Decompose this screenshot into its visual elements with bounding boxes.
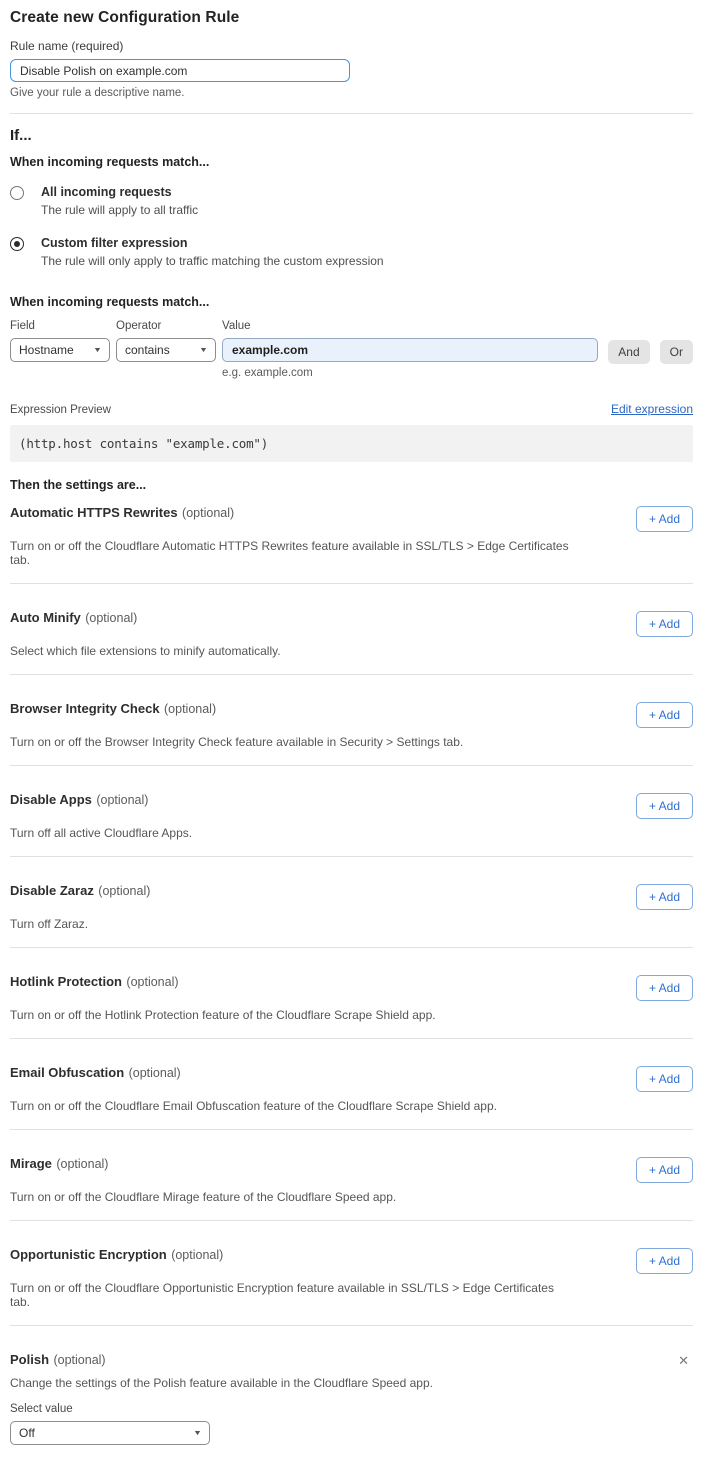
setting-description: Turn on or off the Cloudflare Mirage feature of the Cloudflare Speed app. [10, 1190, 397, 1204]
polish-select-value: Off [19, 1426, 35, 1440]
add-setting-button[interactable]: + Add [636, 793, 693, 819]
setting-optional-label: (optional) [128, 1066, 181, 1080]
rule-name-help: Give your rule a descriptive name. [10, 87, 185, 99]
setting-description: Turn on or off the Cloudflare Email Obfuscation feature of the Cloudflare Scrape Shield app. [10, 1099, 497, 1113]
rule-name-label: Rule name (required) [10, 39, 124, 53]
page-title: Create new Configuration Rule [10, 9, 240, 26]
setting-section-polish [10, 1326, 693, 1461]
add-setting-button[interactable]: + Add [636, 1248, 693, 1274]
setting-optional-label: (optional) [56, 1157, 109, 1171]
setting-section [10, 857, 693, 948]
setting-section [10, 766, 693, 857]
field-select-value: Hostname [19, 343, 74, 357]
setting-name: Disable Zaraz [10, 883, 94, 898]
setting-name: Disable Apps [10, 792, 92, 807]
select-value-label: Select value [10, 1403, 73, 1415]
value-input[interactable] [222, 338, 598, 362]
section-divider [10, 113, 693, 114]
setting-name: Polish [10, 1352, 50, 1367]
rule-name-input[interactable] [10, 59, 350, 82]
radio-selected-icon[interactable] [10, 237, 24, 251]
setting-description: Change the settings of the Polish feature available in the Cloudflare Speed app. [10, 1376, 433, 1390]
field-label: Field [10, 320, 35, 332]
setting-description: Turn off Zaraz. [10, 917, 89, 931]
chevron-down-icon: ▼ [199, 346, 209, 354]
and-button[interactable]: And [608, 340, 649, 364]
add-setting-button[interactable]: + Add [636, 1066, 693, 1092]
add-setting-button[interactable]: + Add [636, 506, 693, 532]
expression-builder-row [10, 320, 693, 379]
setting-optional-label: (optional) [85, 611, 138, 625]
add-setting-button[interactable]: + Add [636, 1157, 693, 1183]
then-settings-heading: Then the settings are... [10, 478, 147, 492]
setting-description: Select which file extensions to minify automatically. [10, 644, 281, 658]
setting-description: Turn on or off the Cloudflare Opportunistic Encryption feature available in SSL/TLS > Edge Certificates tab. [10, 1281, 554, 1309]
settings-list [10, 492, 693, 1326]
setting-description: Turn on or off the Cloudflare Automatic HTTPS Rewrites feature available in SSL/TLS > Edge Certificates tab. [10, 539, 569, 567]
chevron-down-icon: ▼ [193, 1429, 203, 1437]
add-setting-button[interactable]: + Add [636, 611, 693, 637]
radio-label: Custom filter expression [41, 236, 188, 250]
setting-name: Email Obfuscation [10, 1065, 125, 1080]
setting-optional-label: (optional) [171, 1248, 224, 1262]
operator-select-value: contains [125, 343, 170, 357]
setting-name: Automatic HTTPS Rewrites [10, 505, 178, 520]
setting-description: Turn on or off the Browser Integrity Check feature available in Security > Settings tab. [10, 735, 464, 749]
value-help: e.g. example.com [222, 367, 313, 379]
setting-section [10, 948, 693, 1039]
radio-label: All incoming requests [41, 185, 172, 199]
setting-optional-label: (optional) [126, 975, 179, 989]
operator-label: Operator [116, 320, 162, 332]
close-icon[interactable]: ✕ [674, 1352, 693, 1369]
setting-name: Hotlink Protection [10, 974, 122, 989]
setting-optional-label: (optional) [98, 884, 151, 898]
setting-section [10, 1221, 693, 1326]
setting-description: Turn off all active Cloudflare Apps. [10, 826, 193, 840]
setting-name: Opportunistic Encryption [10, 1247, 167, 1262]
setting-name: Auto Minify [10, 610, 81, 625]
operator-select[interactable] [116, 338, 216, 362]
setting-name: Browser Integrity Check [10, 701, 160, 716]
setting-section [10, 492, 693, 584]
setting-optional-label: (optional) [96, 793, 149, 807]
expression-preview-code: (http.host contains "example.com") [10, 425, 693, 462]
edit-expression-link[interactable]: Edit expression [610, 402, 693, 416]
setting-name: Mirage [10, 1156, 52, 1171]
radio-description: The rule will only apply to traffic matching the custom expression [41, 254, 384, 268]
radio-option-all-incoming-requests[interactable] [10, 185, 693, 217]
value-label: Value [222, 320, 251, 332]
setting-section [10, 675, 693, 766]
add-setting-button[interactable]: + Add [636, 884, 693, 910]
add-setting-button[interactable]: + Add [636, 702, 693, 728]
setting-optional-label: (optional) [53, 1353, 106, 1367]
expression-builder-heading: When incoming requests match... [10, 295, 210, 309]
radio-unselected-icon[interactable] [10, 186, 24, 200]
setting-optional-label: (optional) [164, 702, 217, 716]
setting-section [10, 584, 693, 675]
expression-preview-label: Expression Preview [10, 404, 111, 416]
chevron-down-icon: ▼ [93, 346, 103, 354]
field-select[interactable] [10, 338, 110, 362]
setting-section [10, 1039, 693, 1130]
if-heading: If... [10, 127, 32, 144]
radio-description: The rule will apply to all traffic [41, 203, 199, 217]
setting-section [10, 1130, 693, 1221]
or-button[interactable]: Or [660, 340, 693, 364]
incoming-requests-match-heading: When incoming requests match... [10, 155, 210, 169]
setting-optional-label: (optional) [182, 506, 235, 520]
polish-value-select[interactable] [10, 1421, 210, 1445]
setting-description: Turn on or off the Hotlink Protection feature of the Cloudflare Scrape Shield app. [10, 1008, 436, 1022]
add-setting-button[interactable]: + Add [636, 975, 693, 1001]
radio-option-custom-filter-expression[interactable] [10, 236, 693, 268]
